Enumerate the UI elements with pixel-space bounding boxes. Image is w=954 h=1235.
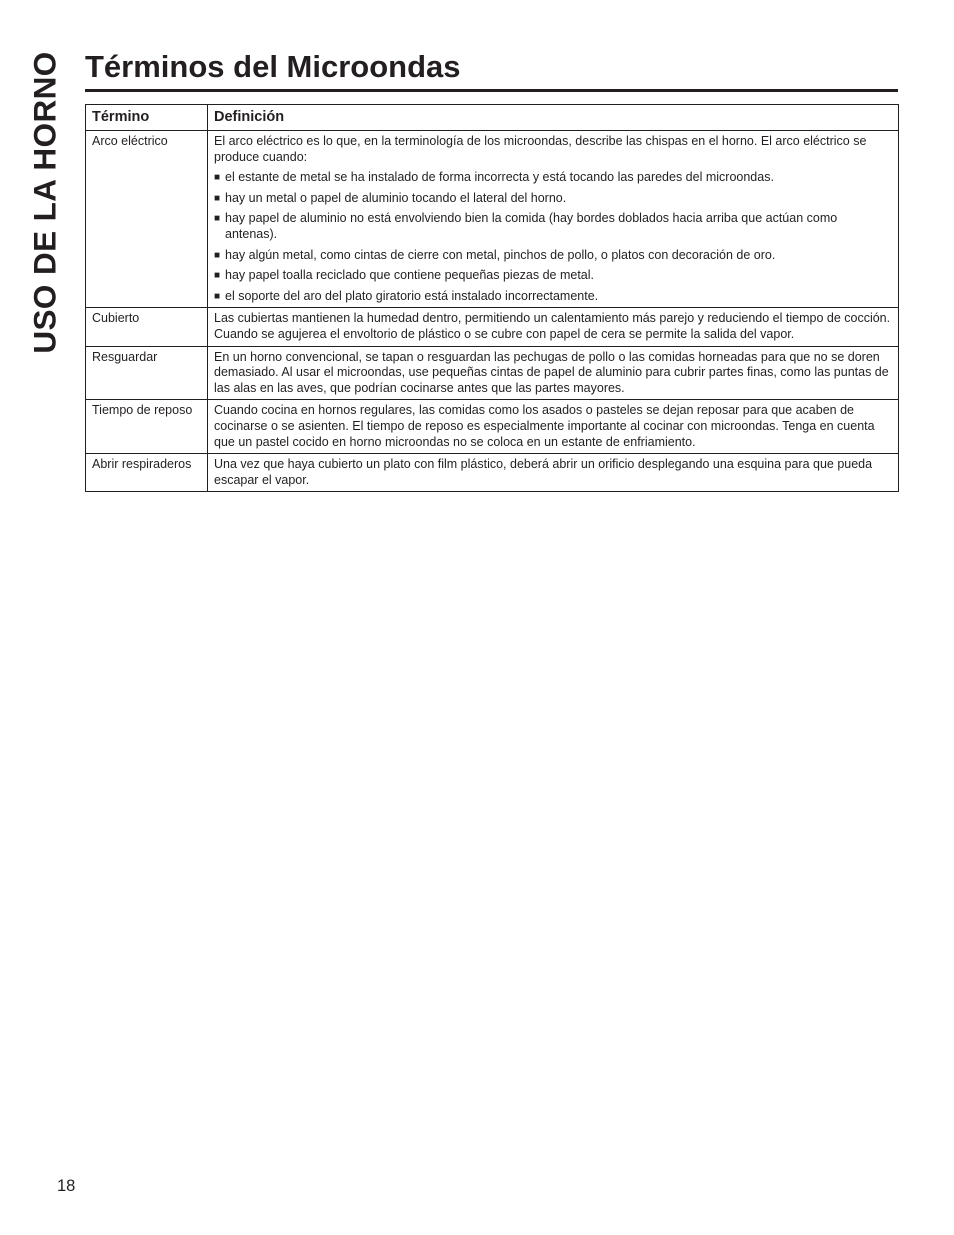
table-row	[86, 308, 899, 346]
terms-table	[85, 104, 899, 492]
list-item	[214, 191, 891, 207]
header-definition: Definición	[208, 105, 899, 131]
list-item	[214, 268, 891, 284]
term-cell: Abrir respiraderos	[86, 454, 208, 492]
table-header-row	[86, 105, 899, 131]
list-item	[214, 211, 891, 242]
square-bullet-icon: ■	[214, 290, 221, 302]
definition-intro: El arco eléctrico es lo que, en la terminología de los microondas, describe las chispas en el horno. El arco eléctrico se produce cuando:	[214, 134, 867, 164]
table-row	[86, 346, 899, 400]
definition-cell: Las cubiertas mantienen la humedad dentro, permitiendo un calentamiento más parejo y reduciendo el tiempo de cocción. Cuando se agujerea el envoltorio de plástico o se cubre con papel de cera se permite la salida del vapor.	[208, 308, 899, 346]
definition-cell: En un horno convencional, se tapan o resguardan las pechugas de pollo o las comidas horneadas para que no se doren demasiado. Al usar el microondas, use pequeñas cintas de papel de aluminio para cubrir partes finas, como las puntas de las alas en las aves, que podrían cocinarse antes que las partes mayores.	[208, 346, 899, 400]
list-item-text: hay papel toalla reciclado que contiene pequeñas piezas de metal.	[225, 268, 595, 283]
square-bullet-icon: ■	[214, 249, 221, 261]
title-divider	[85, 89, 898, 92]
table-row	[86, 131, 899, 308]
side-section-tab	[25, 50, 65, 354]
list-item-text: hay un metal o papel de aluminio tocando el lateral del horno.	[225, 190, 567, 205]
term-cell: Cubierto	[86, 308, 208, 346]
term-cell: Resguardar	[86, 346, 208, 400]
table-row	[86, 454, 899, 492]
square-bullet-icon: ■	[214, 192, 221, 204]
page-title: Términos del Microondas	[85, 49, 461, 84]
square-bullet-icon: ■	[214, 270, 221, 282]
table-row	[86, 400, 899, 454]
list-item	[214, 248, 891, 264]
header-term: Término	[86, 105, 208, 131]
square-bullet-icon: ■	[214, 172, 221, 184]
square-bullet-icon: ■	[214, 213, 221, 225]
list-item	[214, 170, 891, 186]
definition-cell: Cuando cocina en hornos regulares, las comidas como los asados o pasteles se dejan reposar para que acaben de cocinarse o se asienten. El tiempo de reposo es especialmente importante al cocinar con microondas. Tenga en cuenta que un pastel cocido en horno microondas no se coloca en un estante de enfriamiento.	[208, 400, 899, 454]
page-number: 18	[57, 1177, 76, 1195]
list-item-text: hay papel de aluminio no está envolviendo bien la comida (hay bordes doblados hacia arriba que actúan como antenas).	[225, 211, 838, 241]
side-section-label: USO DE LA HORNO	[26, 50, 63, 354]
term-cell: Arco eléctrico	[86, 131, 208, 308]
list-item-text: hay algún metal, como cintas de cierre con metal, pinchos de pollo, o platos con decoración de oro.	[225, 247, 776, 262]
term-cell: Tiempo de reposo	[86, 400, 208, 454]
list-item-text: el estante de metal se ha instalado de forma incorrecta y está tocando las paredes del microondas.	[225, 170, 774, 185]
list-item	[214, 289, 891, 305]
list-item-text: el soporte del aro del plato giratorio está instalado incorrectamente.	[225, 288, 599, 303]
bullet-list	[214, 170, 891, 304]
definition-cell: Una vez que haya cubierto un plato con film plástico, deberá abrir un orificio desplegando una esquina para que pueda escapar el vapor.	[208, 454, 899, 492]
definition-cell	[208, 131, 899, 308]
